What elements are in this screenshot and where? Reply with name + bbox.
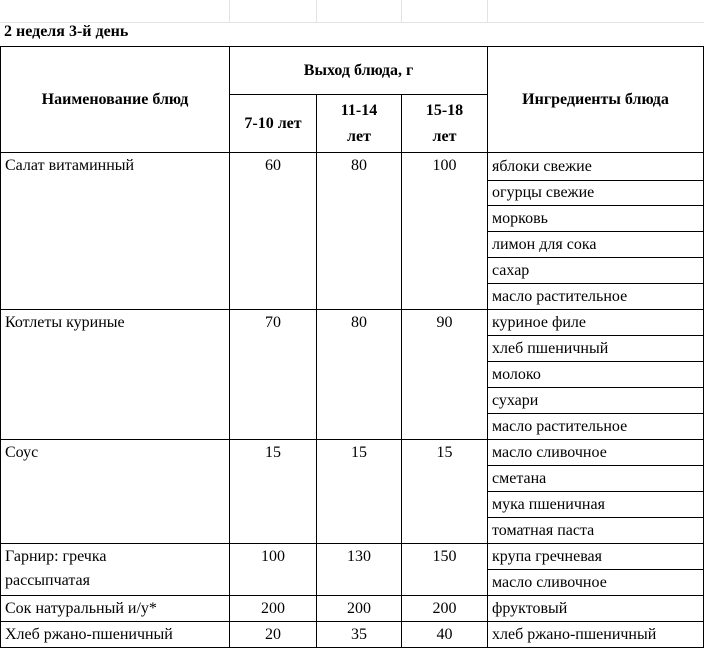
table-row — [1, 310, 704, 336]
table-row — [1, 544, 704, 570]
sheet-title: 2 неделя 3-й день — [4, 23, 129, 40]
table-row — [1, 440, 704, 466]
header-ingredients: Ингредиенты блюда — [488, 47, 704, 153]
ingredient: хлеб ржано-пшеничный — [488, 622, 704, 648]
yield-7-10: 70 — [230, 310, 317, 440]
yield-11-14: 200 — [317, 596, 402, 622]
ingredient: яблоки свежие — [488, 153, 704, 181]
ingredient: куриное филе — [488, 310, 704, 336]
yield-7-10: 15 — [230, 440, 317, 544]
dish-name: Соус — [1, 440, 230, 544]
ingredient: крупа гречневая — [488, 544, 704, 570]
ingredient: морковь — [488, 206, 704, 232]
sheet-gridline — [401, 0, 402, 22]
menu-table — [0, 46, 704, 648]
yield-15-18: 100 — [402, 153, 488, 310]
ingredient: масло растительное — [488, 284, 704, 310]
ingredient: сметана — [488, 466, 704, 492]
yield-11-14: 35 — [317, 622, 402, 648]
yield-15-18: 150 — [402, 544, 488, 596]
yield-15-18: 40 — [402, 622, 488, 648]
dish-name: Гарнир: гречка рассыпчатая — [1, 544, 230, 596]
ingredient: сахар — [488, 258, 704, 284]
header-dish-name: Наименование блюд — [1, 47, 230, 153]
yield-15-18: 90 — [402, 310, 488, 440]
ingredient: масло растительное — [488, 414, 704, 440]
dish-name: Котлеты куриные — [1, 310, 230, 440]
yield-11-14: 130 — [317, 544, 402, 596]
yield-11-14: 80 — [317, 153, 402, 310]
ingredient: хлеб пшеничный — [488, 336, 704, 362]
yield-11-14: 80 — [317, 310, 402, 440]
yield-7-10: 60 — [230, 153, 317, 310]
ingredient: молоко — [488, 362, 704, 388]
ingredient: фруктовый — [488, 596, 704, 622]
header-age-7-10: 7-10 лет — [230, 95, 317, 153]
yield-15-18: 15 — [402, 440, 488, 544]
sheet-gridline — [229, 0, 230, 22]
dish-name: Салат витаминный — [1, 153, 230, 310]
header-age-11-14: 11-14 лет — [317, 95, 402, 153]
table-row — [1, 153, 704, 181]
yield-7-10: 100 — [230, 544, 317, 596]
ingredient: масло сливочное — [488, 570, 704, 596]
table-row — [1, 596, 704, 622]
yield-7-10: 200 — [230, 596, 317, 622]
dish-name: Хлеб ржано-пшеничный — [1, 622, 230, 648]
yield-15-18: 200 — [402, 596, 488, 622]
yield-11-14: 15 — [317, 440, 402, 544]
yield-7-10: 20 — [230, 622, 317, 648]
ingredient: сухари — [488, 388, 704, 414]
dish-name: Сок натуральный и/у* — [1, 596, 230, 622]
ingredient: мука пшеничная — [488, 492, 704, 518]
header-yield: Выход блюда, г — [230, 47, 488, 95]
ingredient: огурцы свежие — [488, 181, 704, 206]
ingredient: томатная паста — [488, 518, 704, 544]
header-age-15-18: 15-18 лет — [402, 95, 488, 153]
ingredient: лимон для сока — [488, 232, 704, 258]
ingredient: масло сливочное — [488, 440, 704, 466]
table-row — [1, 622, 704, 648]
sheet-gridline — [487, 0, 488, 22]
sheet-gridline — [316, 0, 317, 22]
